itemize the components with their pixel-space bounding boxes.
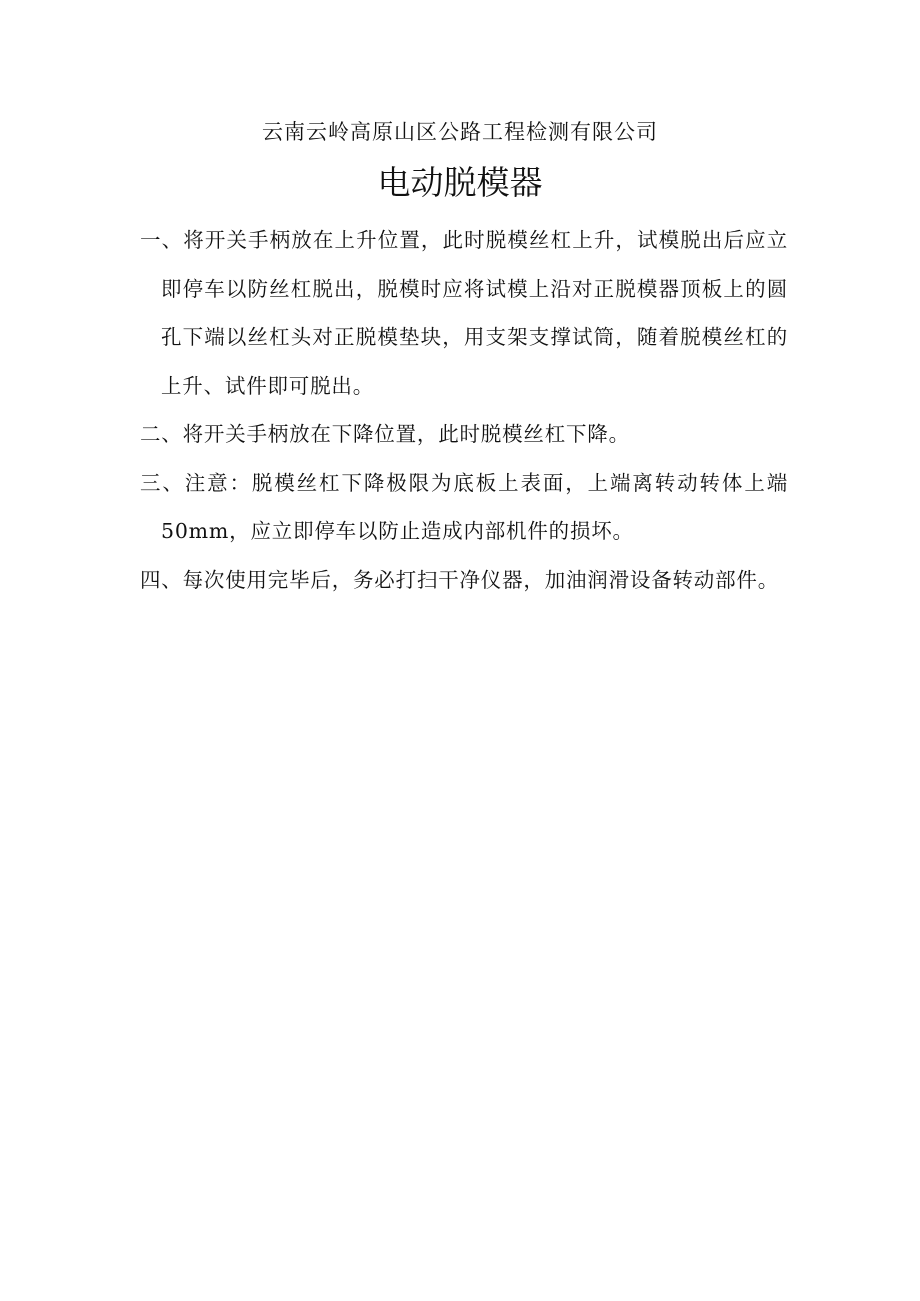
- instruction-item-1: 一、将开关手柄放在上升位置，此时脱模丝杠上升，试模脱出后应立即停车以防丝杠脱出，脱模时应将试模上沿对正脱模器顶板上的圆孔下端以丝杠头对正脱模垫块，用支架支撑试筒，随着脱模丝杠的上升、试件即可脱出。: [140, 228, 788, 398]
- company-name: 云南云岭高原山区公路工程检测有限公司: [262, 120, 658, 144]
- document-title: 电动脱模器: [377, 163, 543, 202]
- instruction-item-3: 三、注意：脱模丝杠下降极限为底板上表面，上端离转动转体上端50mm，应立即停车以防止造成内部机件的损坏。: [140, 470, 788, 543]
- instruction-item-2: 二、将开关手柄放在下降位置，此时脱模丝杠下降。: [140, 422, 630, 446]
- instruction-item-4: 四、每次使用完毕后，务必打扫干净仪器，加油润滑设备转动部件。: [140, 567, 779, 592]
- instruction-list: [140, 216, 788, 604]
